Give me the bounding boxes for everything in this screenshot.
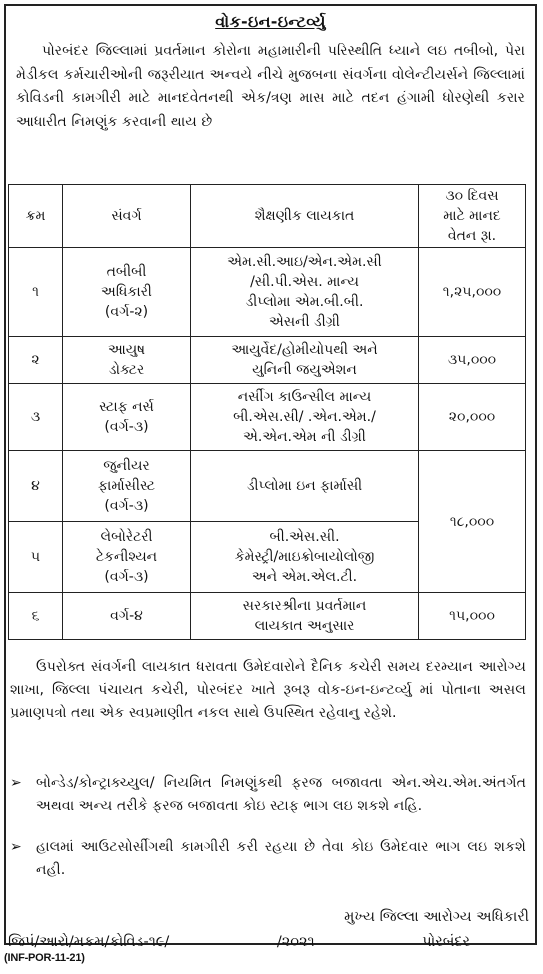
table-row — [9, 451, 526, 522]
arrow-bullet-icon: ➢ — [10, 775, 22, 791]
row-pay: ૧,૨૫,૦૦૦ — [419, 248, 526, 337]
arrow-bullet-icon: ➢ — [10, 839, 22, 855]
row-no: ૩ — [9, 384, 63, 451]
table-header-row — [9, 185, 526, 248]
row-no: ૧ — [9, 248, 63, 337]
table-row — [9, 248, 526, 337]
row-no: ૬ — [9, 593, 63, 640]
publication-code: (INF-POR-11-21) — [4, 952, 85, 964]
bullet-item — [10, 772, 526, 818]
row-no: ૫ — [9, 522, 63, 593]
positions-table — [8, 184, 526, 640]
row-role: સ્ટાફ નર્સ (વર્ગ-૩) — [63, 384, 191, 451]
row-qualification: એમ.સી.આઇ/એન.એમ.સી /સી.પી.એસ. માન્ય ડીપ્લોમા એમ.બી.બી. એસની ડીગ્રી — [191, 248, 419, 337]
row-pay: ૨૦,૦૦૦ — [419, 384, 526, 451]
reference-year: /૨૦૨૧ — [276, 934, 315, 950]
reference-place: પોરબંદર — [422, 934, 470, 950]
row-qualification: બી.એસ.સી. કેમેસ્ટ્રી/માઇક્રોબાયોલોજી અને એમ.એલ.ટી. — [191, 522, 419, 593]
row-pay: ૧૫,૦૦૦ — [419, 593, 526, 640]
intro-paragraph: પોરબંદર જિલ્લામાં પ્રવર્તમાન કોરોના મહામારીની પરિસ્થીતિ ધ્યાને લઇ તબીબો, પેરા મેડીકલ કર્મચારીઓની જરૂરીયાત અન્વયે નીચે મુજબના સંવર્ગના વોલેન્ટીયર્સને જિલ્લામાં કોવિડની કામગીરી માટે માનદવેતનથી એક/ત્રણ માસ માટે તદન હંગામી ધોરણેથી કરાર આધારીત નિમણુંક કરવાની થાય છે — [16, 43, 525, 130]
row-role: વર્ગ-૪ — [63, 593, 191, 640]
row-role: લેબોરેટરી ટેકનીશ્યન (વર્ગ-૩) — [63, 522, 191, 593]
table-row — [9, 384, 526, 451]
bullet-text: હાલમાં આઉટસોર્સીગથી કામગીરી કરી રહયા છે તેવા કોઇ ઉમેદવાર ભાગ લઇ શકશે નહી. — [36, 839, 526, 878]
bullet-item — [10, 836, 526, 882]
row-no: ૨ — [9, 337, 63, 384]
notice-title: વોક-ઇન-ઇન્ટર્વ્યુ — [215, 12, 326, 31]
header-no: ક્રમ — [9, 185, 63, 248]
row-role: આયુષ ડોક્ટર — [63, 337, 191, 384]
bullet-text: બોન્ડેડ/કોન્ટ્રાક્ચ્યુલ/ નિયમિત નિમણુંકથી ફરજ બજાવતા એન.એચ.એમ.અંતર્ગત અથવા અન્ય તરીકે ફરજ બજાવતા કોઇ સ્ટાફ ભાગ લઇ શકશે નહિ. — [36, 775, 526, 814]
header-qualification: શૈક્ષણીક લાયકાત — [191, 185, 419, 248]
row-pay: ૩૫,૦૦૦ — [419, 337, 526, 384]
reference-number: જિપં/આરો/મકમ/કોવિડ-૧૯/ — [8, 934, 170, 950]
instructions-paragraph: ઉપરોક્ત સંવર્ગની લાયકાત ધરાવતા ઉમેદવારોને દૈનિક કચેરી સમય દરમ્યાન આરોગ્ય શાખા, જિલ્લા પંચાયત કચેરી, પોરબંદર ખાતે રૂબરૂ વોક-ઇન-ઇન્ટર્વ્યુ માં પોતાના અસલ પ્રમાણપત્રો તથા એક સ્વપ્રમાણીત નકલ સાથે ઉપસ્થિત રહેવાનુ રહેશે. — [10, 659, 526, 721]
signatory-title: મુખ્ય જિલ્લા આરોગ્ય અધિકારી — [344, 909, 529, 925]
header-role: સંવર્ગ — [63, 185, 191, 248]
header-pay: ૩૦ દિવસ માટે માનદ વેતન રૂા. — [419, 185, 526, 248]
row-role: તબીબી અધિકારી (વર્ગ-૨) — [63, 248, 191, 337]
reference-line — [8, 934, 528, 950]
row-qualification: નર્સીગ કાઉન્સીલ માન્ય બી.એસ.સી/ .એન.એમ./ એ.એન.એમ ની ડીગ્રી — [191, 384, 419, 451]
row-no: ૪ — [9, 451, 63, 522]
table-row — [9, 593, 526, 640]
row-qualification: ડીપ્લોમા ઇન ફાર્માસી — [191, 451, 419, 522]
table-row — [9, 337, 526, 384]
row-role: જુનીયર ફાર્માસીસ્ટ (વર્ગ-૩) — [63, 451, 191, 522]
row-pay-shared: ૧૮,૦૦૦ — [419, 451, 526, 593]
row-qualification: આયુર્વેદ/હોમીયોપથી અને યુનિની જયુએશન — [191, 337, 419, 384]
row-qualification: સરકારશ્રીના પ્રવર્તમાન લાયકાત અનુસાર — [191, 593, 419, 640]
